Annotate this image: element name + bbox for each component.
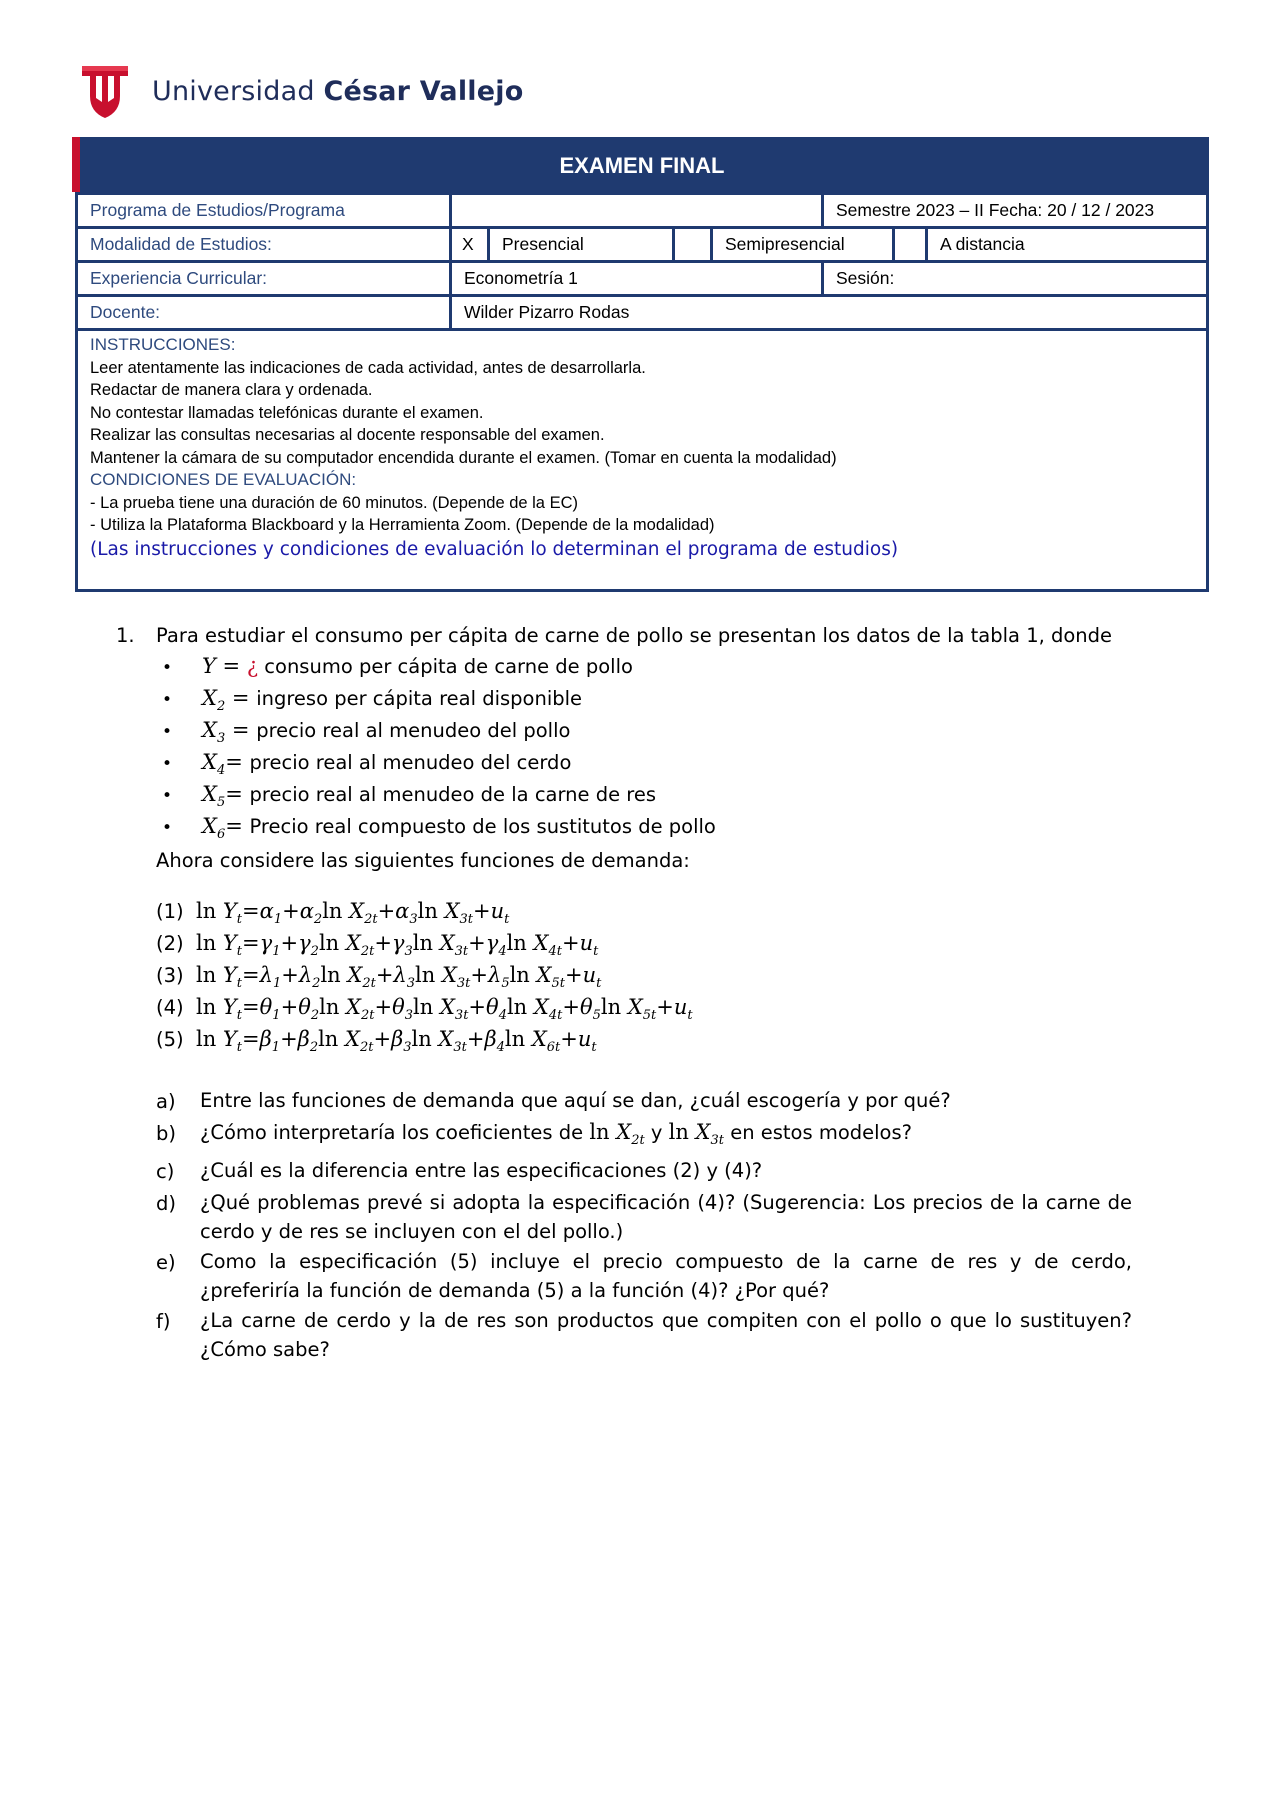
- math-subscript: 2: [312, 976, 321, 992]
- math-subscript: 2: [310, 944, 319, 960]
- equals-sign: =: [225, 814, 250, 838]
- math-symbol: $Y_t$: [222, 1027, 243, 1056]
- bullet-icon: •: [162, 818, 173, 838]
- plus-sign: +: [281, 963, 299, 987]
- math-subscript: 3: [409, 912, 418, 928]
- math-symbol: $X_4$: [202, 750, 226, 779]
- modality-label: Modalidad de Estudios:: [78, 229, 452, 260]
- plus-sign: +: [374, 931, 392, 955]
- sub-question: [156, 1118, 1132, 1155]
- equation-expression: [196, 1024, 597, 1063]
- math-symbol: $\beta_1$: [259, 1027, 281, 1056]
- variable-item: [156, 651, 1132, 683]
- sub-question-label: c): [156, 1160, 175, 1184]
- math-subscript: 6t: [546, 1040, 561, 1056]
- plus-sign: +: [561, 931, 580, 955]
- instruction-item: Leer atentamente las indicaciones de cada actividad, antes de desarrollarla.: [90, 358, 646, 377]
- math-symbol: $\gamma_4$: [485, 931, 507, 960]
- bullet-icon: •: [162, 754, 173, 774]
- math-symbol: $X_{3t}$: [439, 995, 469, 1024]
- math-symbol: Y: [202, 654, 216, 678]
- math-symbol: $\gamma_2$: [298, 931, 319, 960]
- ln-operator: ln: [320, 963, 348, 987]
- plus-sign: +: [280, 1027, 298, 1051]
- sub-question: [156, 1247, 1132, 1305]
- math-subscript: 2t: [360, 944, 375, 960]
- teacher-row: [78, 294, 1206, 328]
- math-symbol: $\beta_4$: [484, 1027, 505, 1056]
- math-symbol: $X_{5t}$: [536, 963, 565, 992]
- math-subscript: 3t: [710, 1133, 724, 1149]
- math-subscript: 2t: [364, 912, 378, 928]
- ln-operator: ln: [413, 995, 440, 1019]
- math-subscript: 3t: [454, 1008, 469, 1024]
- math-subscript: 2t: [631, 1133, 645, 1149]
- math-subscript: 3t: [454, 944, 469, 960]
- math-symbol: $u_t$: [582, 963, 602, 992]
- ln-operator: ln: [415, 963, 442, 987]
- equation-number: (5): [156, 1028, 184, 1051]
- demand-equation: [156, 992, 1132, 1024]
- instruction-item: Realizar las consultas necesarias al docente responsable del examen.: [90, 426, 605, 444]
- sub-question-text: ¿La carne de cerdo y la de res son productos que compiten con el pollo o que lo sustituyen? ¿Cómo sabe?: [200, 1309, 1132, 1362]
- math-subscript: t: [591, 1040, 597, 1056]
- math-subscript: 5t: [642, 1008, 657, 1024]
- math-symbol: $Y_t$: [222, 931, 243, 960]
- math-symbol: $X_{4t}$: [533, 995, 563, 1024]
- math-symbol: $\theta_5$: [579, 995, 601, 1024]
- bullet-icon: •: [162, 658, 173, 678]
- ln-operator: ln: [196, 995, 223, 1019]
- equals-sign: =: [242, 931, 260, 955]
- math-symbol: $X_2$: [202, 686, 226, 715]
- plus-sign: +: [564, 963, 583, 987]
- ln-operator: ln: [196, 899, 223, 923]
- math-symbol: $X_{3t}$: [439, 931, 469, 960]
- math-subscript: t: [236, 1008, 243, 1024]
- demand-intro: Ahora considere las siguientes funciones de demanda:: [156, 849, 690, 872]
- plus-sign: +: [375, 963, 394, 987]
- math-subscript: 4: [498, 944, 507, 960]
- math-symbol: $X_{3t}$: [441, 963, 471, 992]
- math-subscript: t: [236, 912, 243, 928]
- math-symbol: $X_{3t}$: [438, 1027, 467, 1056]
- math-symbol: $\alpha_2$: [299, 899, 323, 928]
- bullet-icon: •: [162, 722, 173, 742]
- math-subscript: 1: [272, 976, 282, 992]
- math-symbol: $\lambda_3$: [393, 963, 416, 992]
- math-subscript: 3: [216, 731, 226, 747]
- math-subscript: 2t: [361, 1008, 375, 1024]
- equals-sign: =: [215, 654, 247, 678]
- conditions-heading: CONDICIONES DE EVALUACIÓN:: [90, 470, 357, 489]
- sub-question: [156, 1188, 1132, 1246]
- math-symbol: $X_5$: [202, 782, 226, 811]
- math-subscript: 1: [272, 1008, 281, 1024]
- demand-equation: [156, 960, 1132, 992]
- ln-operator: ln: [509, 963, 537, 987]
- math-symbol: $\lambda_1$: [259, 963, 282, 992]
- math-subscript: t: [236, 944, 243, 960]
- plus-sign: +: [377, 899, 396, 923]
- variable-description: consumo per cápita de carne de pollo: [258, 655, 633, 678]
- math-subscript: 4: [498, 1008, 507, 1024]
- sub-question: [156, 1086, 1132, 1117]
- instruction-item: Redactar de manera clara y ordenada.: [90, 381, 373, 399]
- modality-mark-presencial: X: [452, 229, 490, 260]
- condition-item: - La prueba tiene una duración de 60 minutos. (Depende de la EC): [90, 493, 578, 512]
- math-subscript: 5: [216, 795, 226, 811]
- question-statement: [116, 620, 1132, 651]
- variable-item: [156, 683, 1132, 715]
- equals-sign: =: [225, 782, 250, 806]
- plus-sign: +: [374, 995, 393, 1019]
- ln-operator: ln: [417, 899, 445, 923]
- sub-question-label: f): [156, 1310, 171, 1334]
- math-subscript: 2: [216, 699, 226, 715]
- ln-operator: ln: [600, 995, 628, 1019]
- program-row: [78, 192, 1206, 226]
- math-subscript: 3: [403, 1040, 412, 1056]
- ln-operator: ln: [411, 1027, 439, 1051]
- math-symbol: $\gamma_1$: [259, 931, 281, 960]
- math-symbol: $\theta_3$: [392, 995, 414, 1024]
- math-symbol: $X_{5t}$: [627, 995, 657, 1024]
- math-symbol: $X_{4t}$: [533, 931, 562, 960]
- condition-item: - Utiliza la Plataforma Blackboard y la Herramienta Zoom. (Depende de la modalidad): [90, 516, 715, 534]
- ln-operator: ln: [196, 931, 223, 955]
- math-subscript: 1: [272, 944, 281, 960]
- sub-question-label: d): [156, 1192, 176, 1216]
- sub-question-text: ¿Cómo interpretaría los coeficientes de $\ln X_{2t}$ y $\ln X_{3t}$ en estos modelos?: [200, 1120, 913, 1149]
- math-symbol: $X_{3t}$: [444, 899, 474, 928]
- math-symbol: $X_{3t}$: [695, 1120, 724, 1149]
- math-subscript: 3: [406, 976, 416, 992]
- math-symbol: $\theta_1$: [259, 995, 281, 1024]
- variable-description: precio real al menudeo de la carne de res: [249, 783, 657, 806]
- math-subscript: 3: [404, 1008, 414, 1024]
- math-symbol: $\gamma_3$: [391, 931, 413, 960]
- question-mark-glyph: ¿: [246, 654, 259, 678]
- equals-sign: =: [242, 963, 260, 987]
- sub-question-text: ¿Cuál es la diferencia entre las especificaciones (2) y (4)?: [200, 1159, 763, 1183]
- sub-question-text: ¿Qué problemas prevé si adopta la especificación (4)? (Sugerencia: Los precios de la carne de cerdo y de res se incluyen con el del pollo.): [200, 1191, 1132, 1244]
- exam-header-box: [75, 137, 1209, 592]
- math-symbol: $\alpha_3$: [395, 899, 418, 928]
- math-symbol: $u_t$: [673, 995, 693, 1024]
- math-symbol: ln: [589, 1120, 617, 1144]
- modality-row: [78, 226, 1206, 260]
- math-symbol: $\theta_2$: [298, 995, 320, 1024]
- math-symbol: $X_6$: [202, 814, 226, 843]
- modality-presencial: Presencial: [490, 229, 675, 260]
- plus-sign: +: [468, 931, 486, 955]
- sub-question-label: e): [156, 1251, 176, 1275]
- math-subscript: 6: [216, 827, 226, 843]
- math-subscript: 5: [501, 976, 510, 992]
- sub-question-text: Entre las funciones de demanda que aquí se dan, ¿cuál escogería y por qué?: [200, 1089, 951, 1112]
- math-symbol: $X_{6t}$: [531, 1027, 561, 1056]
- variable-description: ingreso per cápita real disponible: [256, 687, 583, 710]
- ucv-shield-icon: [80, 62, 130, 120]
- ln-operator: ln: [322, 899, 350, 923]
- math-symbol: $Y_t$: [222, 995, 243, 1024]
- variable-description: Precio real compuesto de los sustitutos de pollo: [249, 815, 716, 838]
- bullet-icon: •: [162, 786, 173, 806]
- math-symbol: $\lambda_2$: [298, 963, 321, 992]
- variable-description: precio real al menudeo del cerdo: [249, 751, 572, 774]
- ln-operator: ln: [506, 995, 534, 1019]
- variable-item: [156, 747, 1132, 779]
- equation-number: (4): [156, 996, 184, 1019]
- bullet-icon: •: [162, 690, 173, 710]
- math-symbol: $X_3$: [202, 718, 226, 747]
- exam-title: EXAMEN FINAL: [78, 140, 1206, 192]
- teacher-label: Docente:: [78, 297, 452, 328]
- modality-mark-semipresencial: [675, 229, 713, 260]
- math-symbol: $u_t$: [579, 931, 599, 960]
- equals-sign: =: [225, 750, 250, 774]
- math-subscript: t: [236, 976, 243, 992]
- program-label: Programa de Estudios/Programa: [78, 195, 452, 226]
- math-subscript: 3: [404, 944, 413, 960]
- variable-item: [156, 715, 1132, 747]
- sub-question: [156, 1156, 1132, 1187]
- demand-equation: [156, 928, 1132, 960]
- math-subscript: 2t: [362, 976, 376, 992]
- math-subscript: 2: [309, 1040, 319, 1056]
- math-symbol: ln: [668, 1120, 696, 1144]
- math-symbol: $\lambda_5$: [488, 963, 510, 992]
- plus-sign: +: [282, 899, 300, 923]
- equals-sign: =: [242, 1027, 260, 1051]
- math-symbol: $Y_t$: [222, 899, 243, 928]
- math-subscript: t: [504, 912, 510, 928]
- math-symbol: $Y_t$: [222, 963, 243, 992]
- question-text: Para estudiar el consumo per cápita de carne de pollo se presentan los datos de la tabla 1, donde: [156, 624, 1113, 647]
- question-1: [116, 620, 1132, 1365]
- ln-operator: ln: [412, 931, 440, 955]
- instruction-item: No contestar llamadas telefónicas durante el examen.: [90, 403, 484, 422]
- plus-sign: +: [373, 1027, 392, 1051]
- ln-operator: ln: [196, 963, 223, 987]
- math-symbol: $u_t$: [490, 899, 510, 928]
- course-row: [78, 260, 1206, 294]
- sub-question-label: b): [156, 1122, 176, 1145]
- variable-item: [156, 811, 1132, 843]
- plus-sign: +: [466, 1027, 485, 1051]
- equation-list: [156, 896, 1132, 1056]
- math-subscript: 5t: [551, 976, 565, 992]
- math-symbol: $\beta_2$: [297, 1027, 319, 1056]
- plus-sign: +: [656, 995, 674, 1019]
- math-subscript: 3t: [456, 976, 471, 992]
- math-subscript: t: [236, 1040, 243, 1056]
- math-subscript: 2: [310, 1008, 320, 1024]
- math-subscript: t: [687, 1008, 693, 1024]
- math-subscript: t: [596, 976, 602, 992]
- math-subscript: 3t: [453, 1040, 467, 1056]
- math-subscript: 2: [313, 912, 323, 928]
- equals-sign: =: [225, 686, 257, 710]
- ln-operator: ln: [319, 995, 347, 1019]
- variable-description: precio real al menudeo del pollo: [256, 719, 571, 742]
- session-label: Sesión:: [836, 268, 895, 288]
- variable-list: [156, 651, 1132, 843]
- course-value: Econometría 1: [452, 263, 824, 294]
- question-number: 1.: [116, 624, 135, 647]
- plus-sign: +: [560, 1027, 578, 1051]
- math-subscript: 4: [496, 1040, 505, 1056]
- instructions-note: (Las instrucciones y condiciones de evaluación lo determinan el programa de estudios): [90, 538, 899, 560]
- university-logo: [80, 62, 523, 120]
- plus-sign: +: [280, 931, 299, 955]
- modality-mark-distancia: [895, 229, 928, 260]
- math-subscript: 4t: [548, 944, 562, 960]
- instructions-block: [78, 328, 1206, 589]
- teacher-value: Wilder Pizarro Rodas: [464, 302, 630, 322]
- math-subscript: t: [593, 944, 599, 960]
- modality-semipresencial: Semipresencial: [713, 229, 895, 260]
- ln-operator: ln: [506, 931, 534, 955]
- math-symbol: $\beta_3$: [391, 1027, 412, 1056]
- ln-operator: ln: [196, 1027, 223, 1051]
- math-subscript: 3t: [459, 912, 474, 928]
- math-subscript: 1: [273, 912, 283, 928]
- equals-sign: =: [225, 718, 257, 742]
- ln-operator: ln: [318, 1027, 346, 1051]
- plus-sign: +: [280, 995, 299, 1019]
- equals-sign: =: [242, 899, 260, 923]
- course-label: Experiencia Curricular:: [78, 263, 452, 294]
- math-symbol: $\alpha_1$: [259, 899, 283, 928]
- math-subscript: 4t: [548, 1008, 563, 1024]
- equation-number: (2): [156, 932, 184, 955]
- math-subscript: 4: [216, 763, 226, 779]
- instruction-item: Mantener la cámara de su computador encendida durante el examen. (Tomar en cuenta la modalidad): [90, 448, 837, 467]
- sub-question-list: [156, 1086, 1132, 1364]
- equation-number: (1): [156, 900, 184, 923]
- math-symbol: $X_{2t}$: [345, 1027, 374, 1056]
- program-value: [452, 195, 824, 226]
- semester-date: Semestre 2023 – II Fecha: 20 / 12 / 2023: [836, 200, 1155, 220]
- exam-title-accent: [72, 137, 80, 192]
- plus-sign: +: [468, 995, 487, 1019]
- math-symbol: $\theta_4$: [486, 995, 507, 1024]
- plus-sign: +: [473, 899, 491, 923]
- demand-equation: [156, 896, 1132, 928]
- instructions-heading: INSTRUCCIONES:: [90, 335, 236, 354]
- sub-question-text: Como la especificación (5) incluye el precio compuesto de la carne de res y de cerdo, ¿preferiría la función de demanda (5) a la función (4)? ¿Por qué?: [200, 1250, 1132, 1303]
- math-symbol: $X_{2t}$: [616, 1120, 645, 1149]
- math-subscript: 5: [592, 1008, 601, 1024]
- ln-operator: ln: [504, 1027, 532, 1051]
- math-symbol: $X_{2t}$: [347, 963, 376, 992]
- math-symbol: $X_{2t}$: [346, 995, 375, 1024]
- equation-number: (3): [156, 964, 184, 987]
- math-symbol: $X_{2t}$: [345, 931, 375, 960]
- plus-sign: +: [562, 995, 580, 1019]
- modality-distancia: A distancia: [940, 234, 1025, 254]
- math-symbol: $X_{2t}$: [349, 899, 378, 928]
- variable-item: [156, 779, 1132, 811]
- variable-definition: [202, 651, 633, 682]
- equals-sign: =: [242, 995, 260, 1019]
- math-subscript: 1: [271, 1040, 281, 1056]
- university-name: Universidad César Vallejo: [152, 75, 524, 107]
- sub-question: [156, 1306, 1132, 1364]
- ln-operator: ln: [318, 931, 346, 955]
- math-symbol: $u_t$: [577, 1027, 597, 1056]
- plus-sign: +: [470, 963, 488, 987]
- sub-question-label: a): [156, 1090, 176, 1113]
- math-subscript: 2t: [359, 1040, 374, 1056]
